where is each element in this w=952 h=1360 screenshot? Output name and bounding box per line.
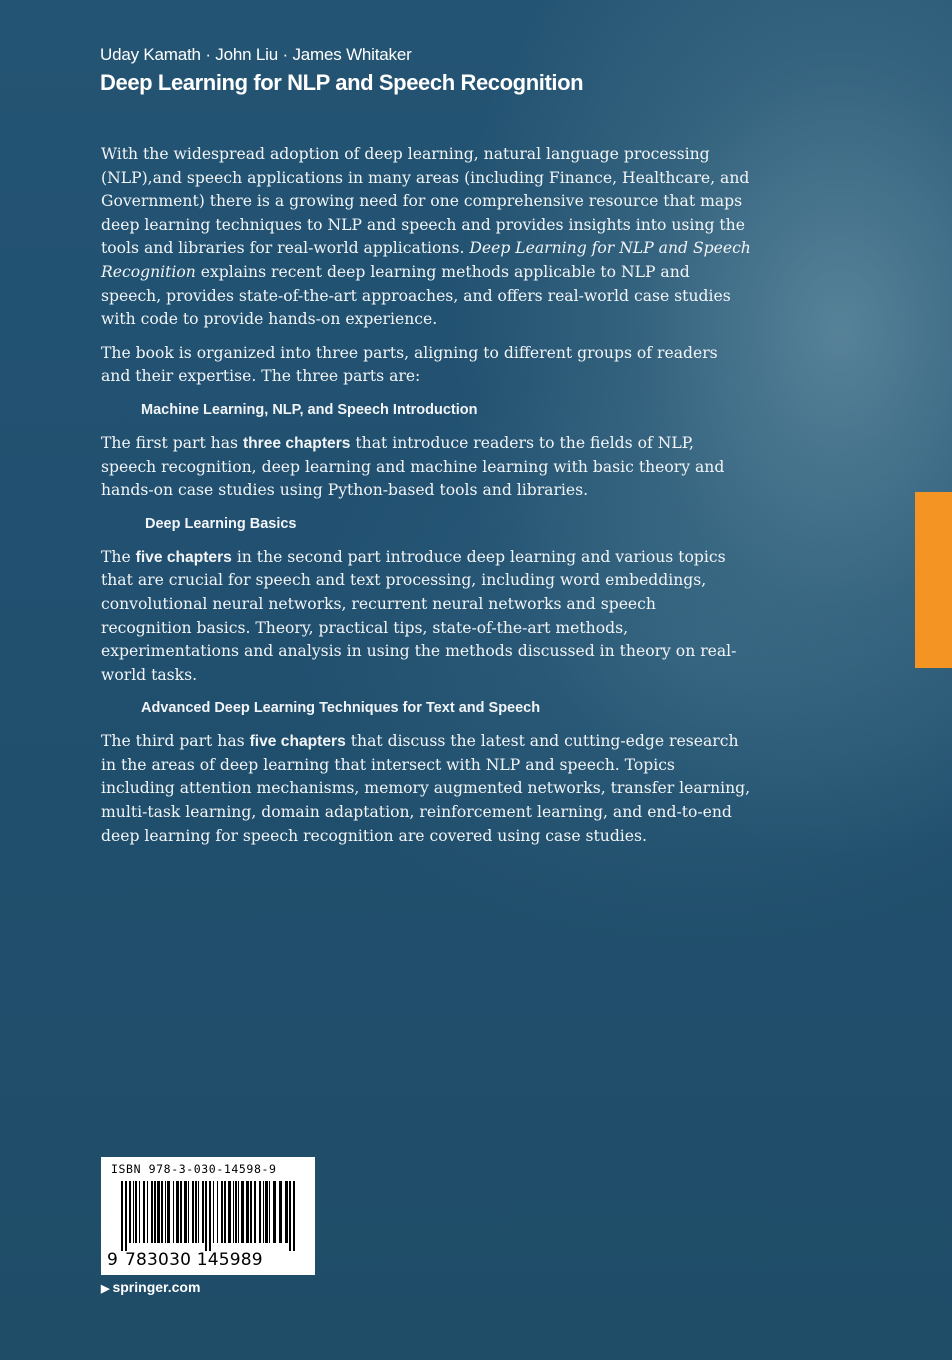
part1-text-start: The first part has bbox=[101, 433, 243, 452]
barcode-bar bbox=[202, 1181, 204, 1243]
barcode-bar bbox=[195, 1181, 197, 1243]
barcode-bar bbox=[224, 1181, 226, 1243]
barcode-bar bbox=[269, 1181, 270, 1243]
publisher-url: springer.com bbox=[112, 1279, 201, 1295]
barcode-bar bbox=[241, 1181, 244, 1243]
barcode-guard-bar bbox=[289, 1181, 291, 1251]
barcode-bar bbox=[254, 1181, 256, 1243]
barcode-guard-bar bbox=[125, 1181, 127, 1251]
barcode-bar bbox=[157, 1181, 160, 1243]
authors-line: Uday Kamath · John Liu · James Whitaker bbox=[100, 45, 412, 64]
barcode-bar bbox=[238, 1181, 239, 1243]
barcode-bar bbox=[180, 1181, 182, 1243]
orange-spine-tab bbox=[915, 492, 952, 668]
part3-text-end: that discuss the latest and cutting-edge research in the areas of deep learning that intersect with NLP and speech. Topics including attention mechanisms, memory augmented networks, transfer learning, multi-task learning, domain adaptation, reinforcement learning, and end-to-end deep learning for speech recognition are covered using case studies. bbox=[101, 732, 751, 845]
barcode-bar bbox=[263, 1181, 264, 1243]
isbn-label: ISBN 978-3-030-14598-9 bbox=[111, 1162, 277, 1176]
barcode-bar bbox=[184, 1181, 187, 1243]
part2-text-end: in the second part introduce deep learning and various topics that are crucial for speech and text processing, including word embeddings, convolutional neural networks, recurrent neural networks and speech recognition basics. Theory, practical tips, state-of-the-art methods, experimentations and analysis in using the methods discussed in theory on real-world tasks. bbox=[101, 547, 737, 684]
barcode-bar bbox=[129, 1181, 131, 1243]
back-cover-blurb bbox=[101, 143, 751, 858]
barcode-bars bbox=[109, 1181, 307, 1251]
barcode-guard-bar bbox=[293, 1181, 295, 1251]
barcode-digit-first: 9 bbox=[107, 1250, 119, 1270]
barcode-bar bbox=[143, 1181, 145, 1243]
barcode-bar bbox=[265, 1181, 268, 1243]
part2-paragraph bbox=[101, 546, 751, 688]
barcode-bar bbox=[235, 1181, 237, 1243]
part3-text-start: The third part has bbox=[101, 732, 250, 751]
intro-text-end: explains recent deep learning methods applicable to NLP and speech, provides state-of-the-art approaches, and offers real-world case studies with code to provide hands-on experience. bbox=[101, 262, 731, 329]
publisher-link[interactable] bbox=[101, 1279, 200, 1295]
part1-heading: Machine Learning, NLP, and Speech Introduction bbox=[141, 401, 478, 418]
barcode-bar bbox=[273, 1181, 276, 1243]
barcode-bar bbox=[250, 1181, 252, 1243]
barcode-digits-rest: 783030 145989 bbox=[125, 1250, 263, 1270]
barcode-bar bbox=[246, 1181, 249, 1243]
barcode-bar bbox=[217, 1181, 218, 1243]
part3-paragraph bbox=[101, 730, 751, 848]
barcode-guard-bar bbox=[209, 1181, 211, 1251]
part1-text-end: that introduce readers to the fields of NLP, speech recognition, deep learning and machine learning with basic theory and hands-on case studies using Python-based tools and libraries. bbox=[101, 433, 725, 500]
barcode-bar bbox=[161, 1181, 163, 1243]
part2-heading: Deep Learning Basics bbox=[145, 515, 297, 532]
part1-paragraph bbox=[101, 432, 751, 503]
barcode-bar bbox=[135, 1181, 137, 1243]
barcode-guard-bar bbox=[205, 1181, 207, 1251]
barcode-bar bbox=[192, 1181, 194, 1243]
book-title: Deep Learning for NLP and Speech Recognition bbox=[100, 70, 584, 95]
barcode-bar bbox=[188, 1181, 189, 1243]
barcode-bar bbox=[151, 1181, 153, 1243]
barcode-bar bbox=[167, 1181, 170, 1243]
barcode-bar bbox=[285, 1181, 288, 1243]
intro-paragraph bbox=[101, 143, 751, 332]
intro-text-start: With the widespread adoption of deep learning, natural language processing (NLP),and speech applications in many areas (including Finance, Healthcare, and Government) there is a growing need for one comprehensive resource that maps deep learning techniques to NLP and speech and provides insights into using the tools and libraries for real-world applications. bbox=[101, 145, 750, 258]
barcode-guard-bar bbox=[121, 1181, 123, 1251]
barcode-bar bbox=[221, 1181, 223, 1243]
organization-paragraph: The book is organized into three parts, aligning to different groups of readers and their expertise. The three parts are: bbox=[101, 343, 718, 386]
triangle-right-icon: ▶ bbox=[101, 1283, 110, 1295]
barcode-bar bbox=[154, 1181, 156, 1243]
barcode-bar bbox=[213, 1181, 214, 1243]
intro-book-title-italic: Deep Learning for NLP and Speech Recognition bbox=[101, 239, 751, 281]
part3-chapter-count: five chapters bbox=[249, 733, 346, 751]
part3-heading: Advanced Deep Learning Techniques for Text and Speech bbox=[141, 700, 541, 717]
barcode-bar bbox=[133, 1181, 134, 1243]
barcode-bar bbox=[173, 1181, 174, 1243]
part1-chapter-count: three chapters bbox=[242, 434, 351, 452]
isbn-barcode bbox=[101, 1157, 315, 1275]
barcode-bar bbox=[147, 1181, 148, 1243]
part2-text-start: The bbox=[101, 547, 136, 566]
barcode-bar bbox=[228, 1181, 231, 1243]
barcode-bar bbox=[259, 1181, 261, 1243]
barcode-bar bbox=[139, 1181, 140, 1243]
barcode-bar bbox=[233, 1181, 234, 1243]
barcode-bar bbox=[198, 1181, 199, 1243]
barcode-bar bbox=[279, 1181, 282, 1243]
part2-chapter-count: five chapters bbox=[135, 548, 232, 566]
barcode-bar bbox=[165, 1181, 166, 1243]
barcode-bar bbox=[176, 1181, 179, 1243]
